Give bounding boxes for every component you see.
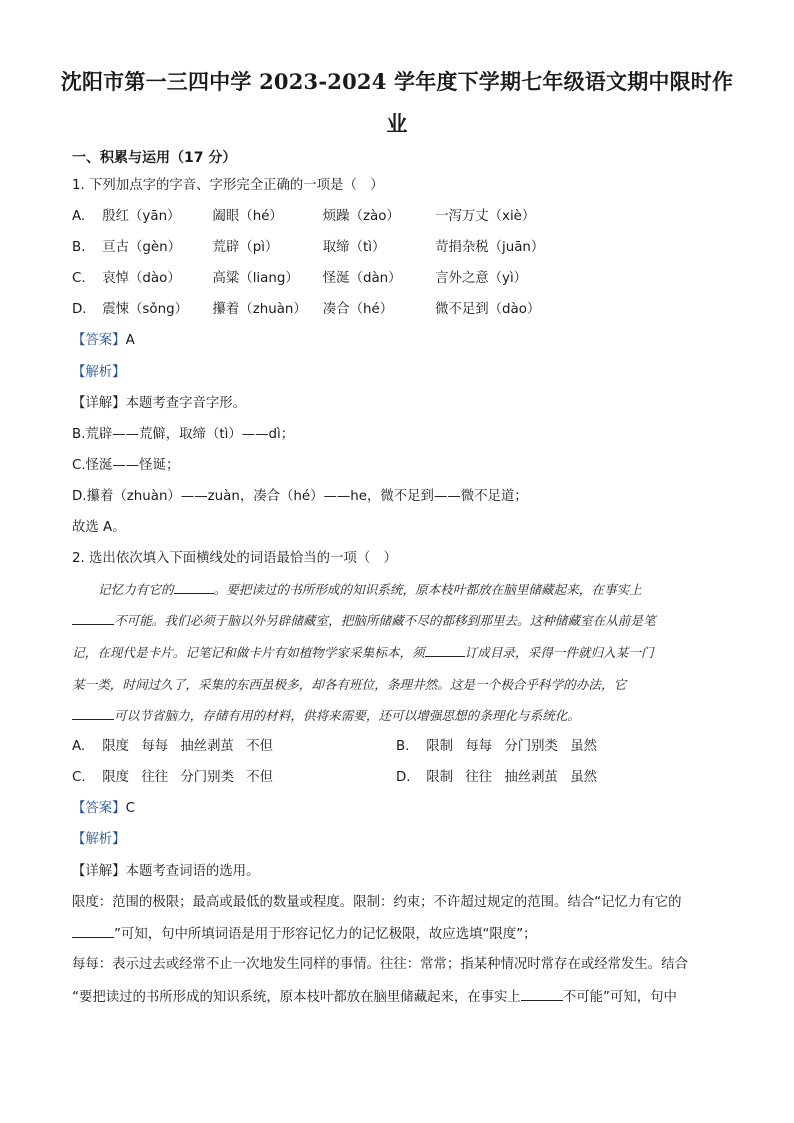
q2-explanation-line: 每每：表示过去或经常不止一次地发生同样的事情。往往：常常；指某种情况时常存在或经常发生。结合 bbox=[72, 957, 688, 972]
section-heading: 一、积累与运用（17 分） bbox=[72, 150, 237, 166]
document-title: 沈阳市第一三四中学 2023-2024 学年度下学期七年级语文期中限时作 bbox=[60, 69, 734, 94]
answer-tag: 【答案】 bbox=[72, 801, 126, 816]
q1-answer bbox=[72, 332, 135, 350]
document-title-continued: 业 bbox=[386, 111, 408, 136]
answer-tag: 【答案】 bbox=[72, 333, 126, 348]
q1-explanation-line: C.怪涎——怪诞； bbox=[72, 458, 180, 473]
fill-blank bbox=[521, 988, 563, 1001]
q1-option-b: B. 亘古（gèn） 荒辟（pì） 取缔（tì） 苛捐杂税（juān） bbox=[72, 240, 545, 255]
q1-explanation-line: 故选 A。 bbox=[72, 520, 126, 535]
q2-option-c: C. 限度 往往 分门别类 不但 bbox=[72, 770, 273, 785]
q1-analysis-tag: 【解析】 bbox=[72, 365, 126, 380]
q2-analysis-tag: 【解析】 bbox=[72, 832, 126, 847]
q1-explanation-line: B.荒辟——荒僻，取缔（tì）——dì； bbox=[72, 427, 295, 442]
q2-answer bbox=[72, 800, 135, 818]
q2-explanation-line: “要把读过的书所形成的知识系统，原本枝叶都放在脑里储藏起来，在事实上 不可能”可知，句中 bbox=[72, 990, 677, 1005]
q1-option-d: D. 震悚（sǒng） 攥着（zhuàn） 凑合（hé） 微不足到（dào） bbox=[72, 302, 541, 317]
q2-option-b: B. 限制 每每 分门别类 虽然 bbox=[396, 739, 597, 754]
q2-option-d: D. 限制 往往 抽丝剥茧 虽然 bbox=[396, 770, 597, 785]
answer-value: A bbox=[125, 333, 135, 348]
fill-blank bbox=[174, 581, 214, 594]
question-1-stem: 1. 下列加点字的字音、字形完全正确的一项是（ ） bbox=[72, 178, 384, 193]
q2-explanation-line: ”可知，句中所填词语是用于形容记忆力的记忆极限，故应选填“限度”； bbox=[72, 925, 537, 944]
q2-detail: 【详解】本题考查词语的选用。 bbox=[72, 864, 260, 879]
passage-line: 记忆力有它的 。要把读过的书所形成的知识系统，原本枝叶都放在脑里储藏起来，在事实上 bbox=[98, 582, 642, 597]
q1-option-a: A. 殷红（yān） 阖眼（hé） 烦躁（zào） 一泻万丈（xiè） bbox=[72, 209, 536, 224]
q1-option-c: C. 哀悼（dào） 高粱（liang） 怪涎（dàn） 言外之意（yì） bbox=[72, 271, 528, 286]
question-2-stem: 2. 选出依次填入下面横线处的词语最恰当的一项（ ） bbox=[72, 551, 398, 566]
fill-blank bbox=[72, 925, 114, 938]
q1-detail: 【详解】本题考查字音字形。 bbox=[72, 396, 247, 411]
passage-line: 可以节省脑力，存储有用的材料，供将来需要，还可以增强思想的条理化与系统化。 bbox=[72, 707, 722, 725]
q2-option-a: A. 限度 每每 抽丝剥茧 不但 bbox=[72, 739, 273, 754]
fill-blank bbox=[72, 612, 114, 625]
fill-blank bbox=[72, 707, 114, 720]
q2-explanation-line: 限度：范围的极限；最高或最低的数量或程度。限制：约束；不许超过规定的范围。结合“记忆力有它的 bbox=[72, 895, 682, 910]
fill-blank bbox=[425, 644, 465, 657]
passage-line: 某一类，时间过久了，采集的东西虽极多，却各有班位，条理井然。这是一个极合乎科学的办法，它 bbox=[72, 677, 627, 692]
answer-value: C bbox=[125, 801, 135, 816]
q1-explanation-line: D.攥着（zhuàn）——zuàn，凑合（hé）——he，微不足到——微不足道； bbox=[72, 489, 528, 504]
passage-line: 记，在现代是卡片。记笔记和做卡片有如植物学家采集标本，须 订成目录，采得一件就归入某一门 bbox=[72, 645, 654, 660]
passage-line: 不可能。我们必须于脑以外另辟储藏室，把脑所储藏不尽的都移到那里去。这种储藏室在从前是笔 bbox=[72, 612, 722, 630]
